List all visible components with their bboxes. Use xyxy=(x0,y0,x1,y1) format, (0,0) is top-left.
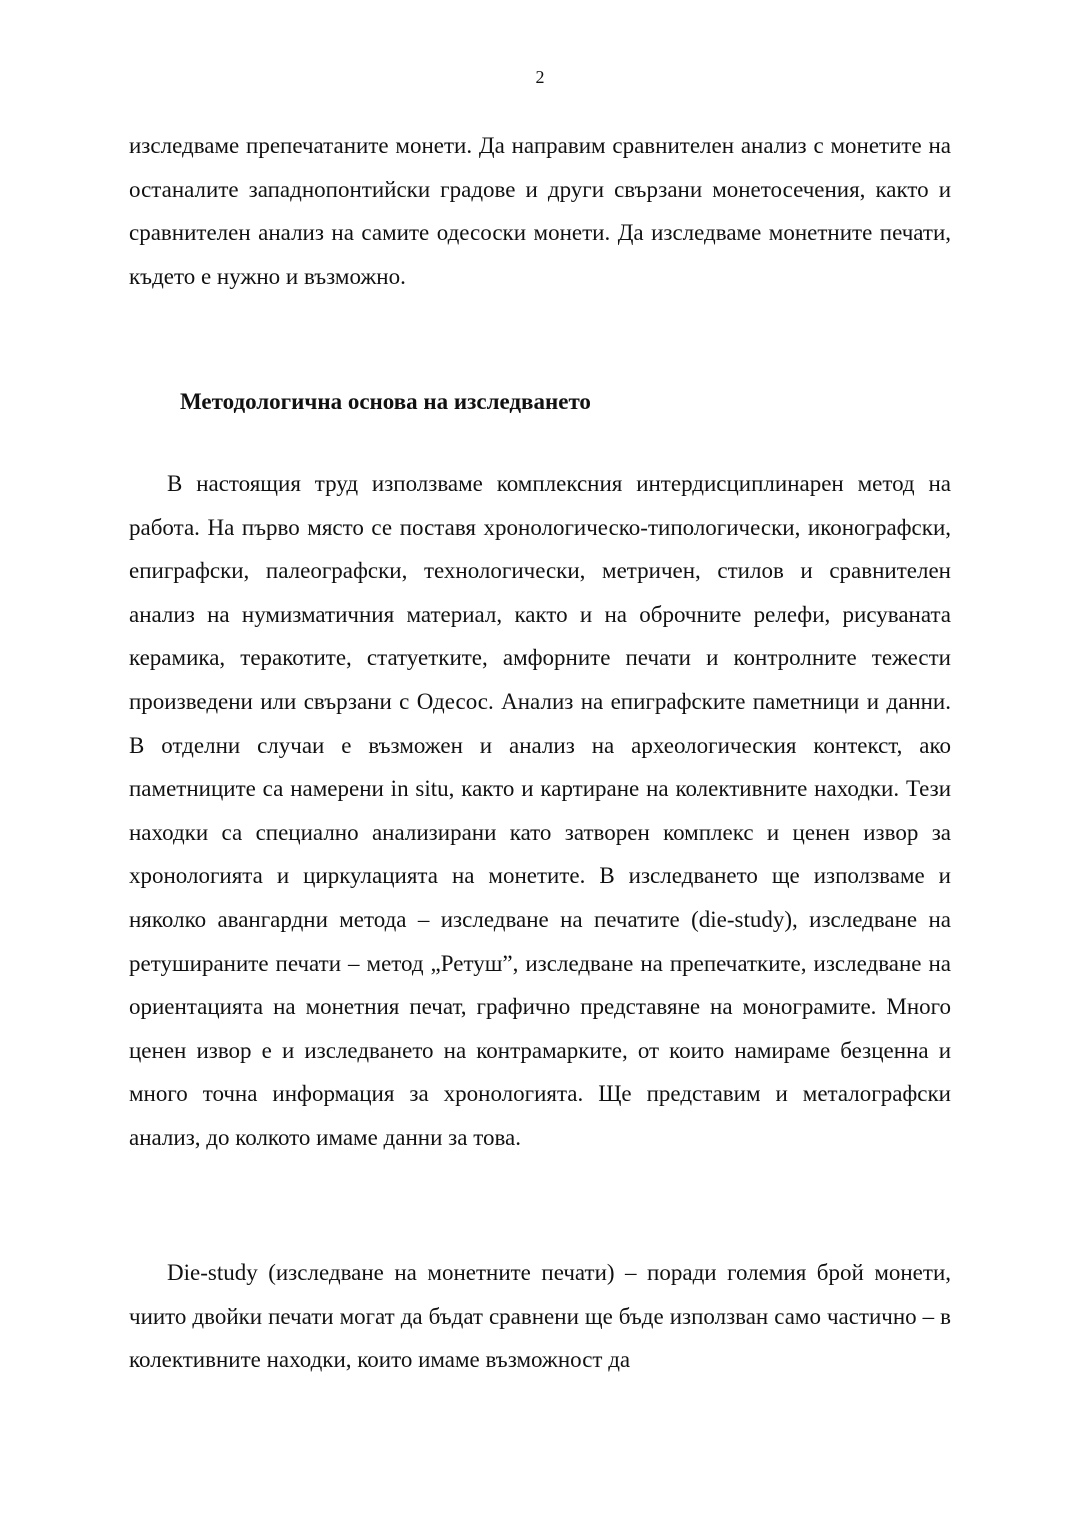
paragraph-die-study: Die-study (изследване на монетните печати) – поради големия брой монети, чиито двойки печати могат да бъдат сравнени ще бъде използван само частично – в колективните находки, които имаме възможност да xyxy=(129,1260,951,1373)
page-number: 2 xyxy=(535,67,545,87)
paragraph-intro-continuation: изследваме препечатаните монети. Да направим сравнителен анализ с монетите на останалите западнопонтийски градове и други свързани монетосечения, както и сравнителен анализ на самите одесоски монети. Да изследваме монетните печати, където е нужно и възможно. xyxy=(129,133,951,289)
section-heading: Методологична основа на изследването xyxy=(180,389,591,414)
paragraph-methodology: В настоящия труд използваме комплексния интердисциплинарен метод на работа. На първо място се поставя хронологическо-типологически, иконографски, епиграфски, палеографски, технологически, метричен, стилов и сравнителен анализ на нумизматичния материал, както и на оброчните релефи, рисуваната керамика, теракотите, статуетките, амфорните печати и контролните тежести произведени или свързани с Одесос. Анализ на епиграфските паметници и данни. В отделни случаи е възможен и анализ на археологическия контекст, ако паметниците са намерени in situ, както и картиране на колективните находки. Тези находки са специално анализирани като затворен комплекс и ценен извор за хронологията и циркулацията на монетите. В изследването ще използваме и няколко авангардни метода – изследване на печатите (die-study), изследване на ретушираните печати – метод „Ретуш”, изследване на препечатките, изследване на ориентацията на монетния печат, графично представяне на монограмите. Много ценен извор е и изследването на контрамарките, от които намираме безценна и много точна информация за хронологията. Ще представим и металографски анализ, до колкото имаме данни за това. xyxy=(129,471,951,1150)
